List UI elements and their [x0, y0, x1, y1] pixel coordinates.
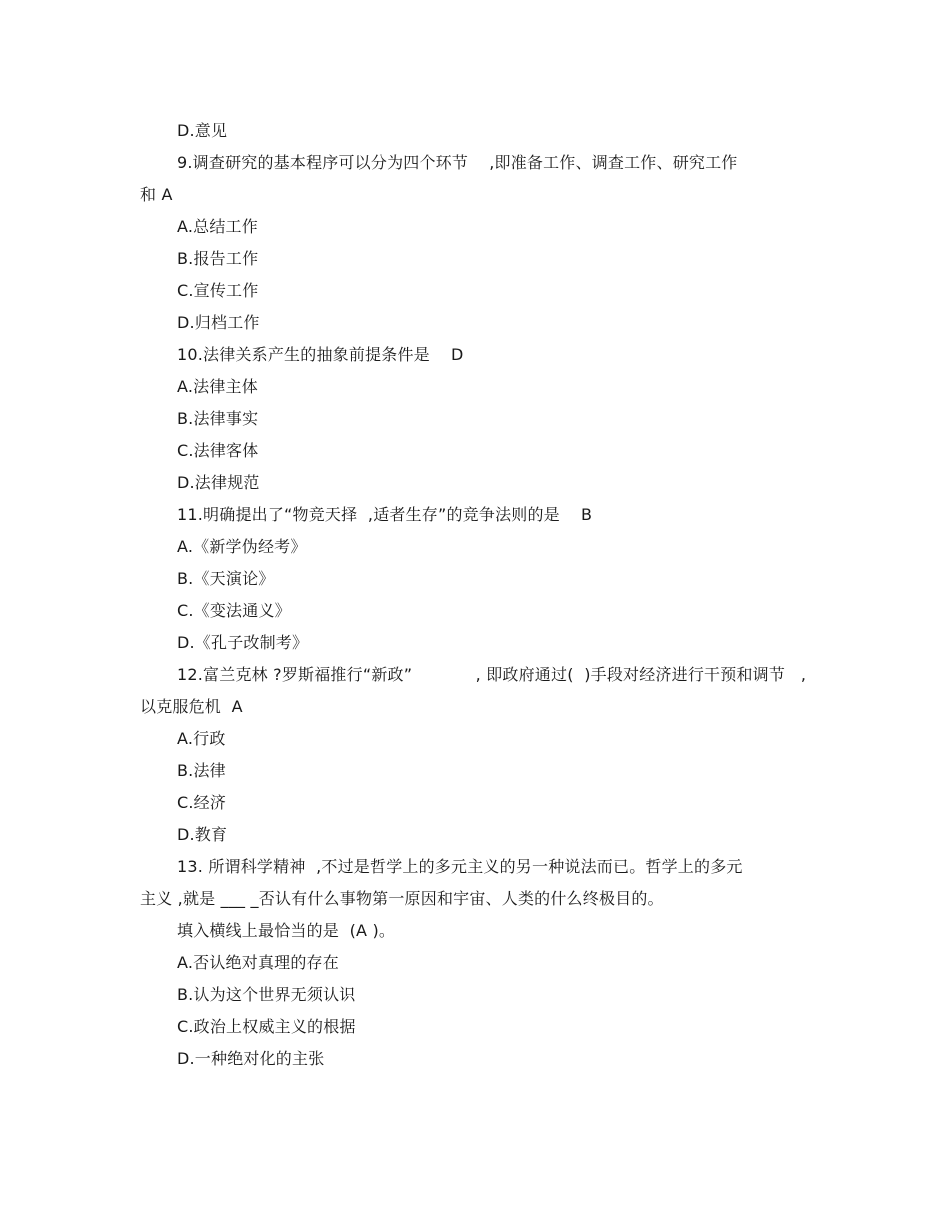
q12-stem-continued: 以克服危机 A: [140, 697, 243, 716]
q13-option-b: B.认为这个世界无须认识: [177, 985, 356, 1004]
q9-option-a: A.总结工作: [177, 217, 258, 236]
q12-option-c: C.经济: [177, 793, 227, 812]
q13-instruction: 填入横线上最恰当的是 (A )。: [177, 921, 396, 940]
q11-option-d: D.《孔子改制考》: [177, 633, 309, 652]
q13-option-c: C.政治上权威主义的根据: [177, 1017, 356, 1036]
q12-option-d: D.教育: [177, 825, 228, 844]
q10-option-c: C.法律客体: [177, 441, 259, 460]
q12-option-a: A.行政: [177, 729, 226, 748]
q9-option-d: D.归档工作: [177, 313, 260, 332]
q13-option-d: D.一种绝对化的主张: [177, 1049, 325, 1068]
q10-option-b: B.法律事实: [177, 409, 259, 428]
q11-option-c: C.《变法通义》: [177, 601, 291, 620]
q11-stem: 11.明确提出了“物竞天择 ,适者生存”的竞争法则的是 B: [177, 505, 593, 524]
q11-option-a: A.《新学伪经考》: [177, 537, 307, 556]
q13-stem-continued: 主义 ,就是 ___ _否认有什么事物第一原因和宇宙、人类的什么终极目的。: [140, 889, 664, 908]
q13-stem: 13. 所谓科学精神 ,不过是哲学上的多元主义的另一种说法而已。哲学上的多元: [177, 857, 743, 876]
q13-option-a: A.否认绝对真理的存在: [177, 953, 339, 972]
q8-option-d: D.意见: [177, 121, 228, 140]
q9-option-c: C.宣传工作: [177, 281, 259, 300]
q10-option-d: D.法律规范: [177, 473, 260, 492]
q9-option-b: B.报告工作: [177, 249, 259, 268]
q10-option-a: A.法律主体: [177, 377, 258, 396]
q10-stem: 10.法律关系产生的抽象前提条件是 D: [177, 345, 464, 364]
q12-option-b: B.法律: [177, 761, 226, 780]
q9-stem: 9.调查研究的基本程序可以分为四个环节 ,即准备工作、调查工作、研究工作: [177, 153, 738, 172]
q9-stem-continued: 和 A: [140, 185, 173, 204]
q11-option-b: B.《天演论》: [177, 569, 275, 588]
q12-stem: 12.富兰克林 ?罗斯福推行“新政” , 即政府通过( )手段对经济进行干预和调节 ,: [177, 665, 807, 684]
